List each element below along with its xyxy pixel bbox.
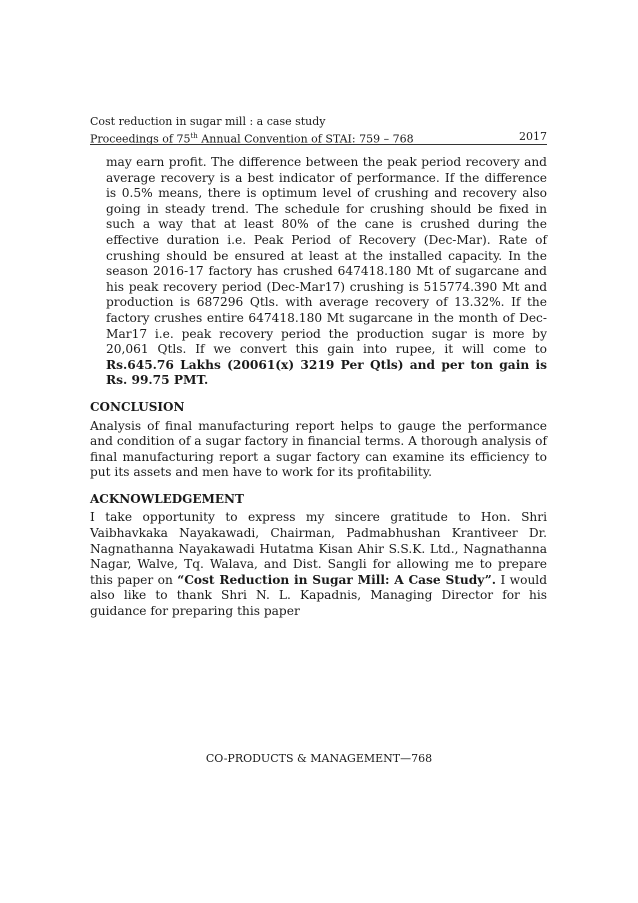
page-footer: CO-PRODUCTS & MANAGEMENT—768 xyxy=(205,752,433,765)
ack-bold-title: “Cost Reduction in Sugar Mill: A Case Study”. xyxy=(177,572,497,587)
running-header xyxy=(90,114,547,147)
header-title: Cost reduction in sugar mill : a case study xyxy=(90,115,326,128)
body-text xyxy=(90,155,547,620)
acknowledgement-heading: ACKNOWLEDGEMENT xyxy=(90,491,244,506)
intro-paragraph xyxy=(90,155,547,389)
header-year: 2017 xyxy=(519,130,547,143)
intro-text: may earn profit. The difference between the peak period recovery and average recovery is a best indicator of performance. If the difference is 0.5% means, there is optimum level of crushing and recovery also going in steady trend. The schedule for crushing should be fixed in such a way that at least 80% of the cane is crushed during the effective duration i.e. Peak Period of Recovery (Dec-Mar). Rate of crushing should be ensured at least at the installed capacity. In the season 2016-17 factory has crushed 647418.180 Mt of sugarcane and his peak recovery period (Dec-Mar17) crushing is 515774.390 Mt and production is 687296 Qtls. with average recovery of 13.32%. If the factory crushes entire 647418.180 Mt sugarcane in the month of Dec-Mar17 i.e. peak recovery period the production sugar is more by 20,061 Qtls. If we convert this gain into rupee, it will come to xyxy=(106,155,547,357)
conclusion-heading: CONCLUSION xyxy=(90,399,185,414)
acknowledgement-paragraph xyxy=(90,510,547,619)
conclusion-paragraph: Analysis of final manufacturing report helps to gauge the performance and condition of a sugar factory in financial terms. A thorough analysis of final manufacturing report a sugar factory can examine its efficiency to put its assets and men have to work for its profitability. xyxy=(90,418,547,480)
proceedings-prefix: Proceedings of 75 xyxy=(90,132,191,146)
intro-bold-text: Rs.645.76 Lakhs (20061(x) 3219 Per Qtls) and per ton gain is Rs. 99.75 PMT. xyxy=(106,357,547,388)
proceedings-sup: th xyxy=(190,132,198,140)
ack-text-before: I take opportunity to express my sincere gratitude to Hon. Shri Vaibhavkaka Nayakawadi, Chairman, Padmabhushan Krantiveer Dr. Nagnathanna Nayakawadi Hutatma Kisan Ahir S.S.K. Ltd., Nagnathanna Nagar, Walve, Tq. Walava, and Dist. Sangli for allowing me to prepare this paper on xyxy=(90,510,547,587)
header-rule xyxy=(90,144,547,145)
proceedings-suffix: Annual Convention of STAI: 759 – 768 xyxy=(197,132,414,146)
ack-text-after: I would also like to thank Shri N. L. Kapadnis, Managing Director for his guidance for preparing this paper xyxy=(90,572,547,619)
